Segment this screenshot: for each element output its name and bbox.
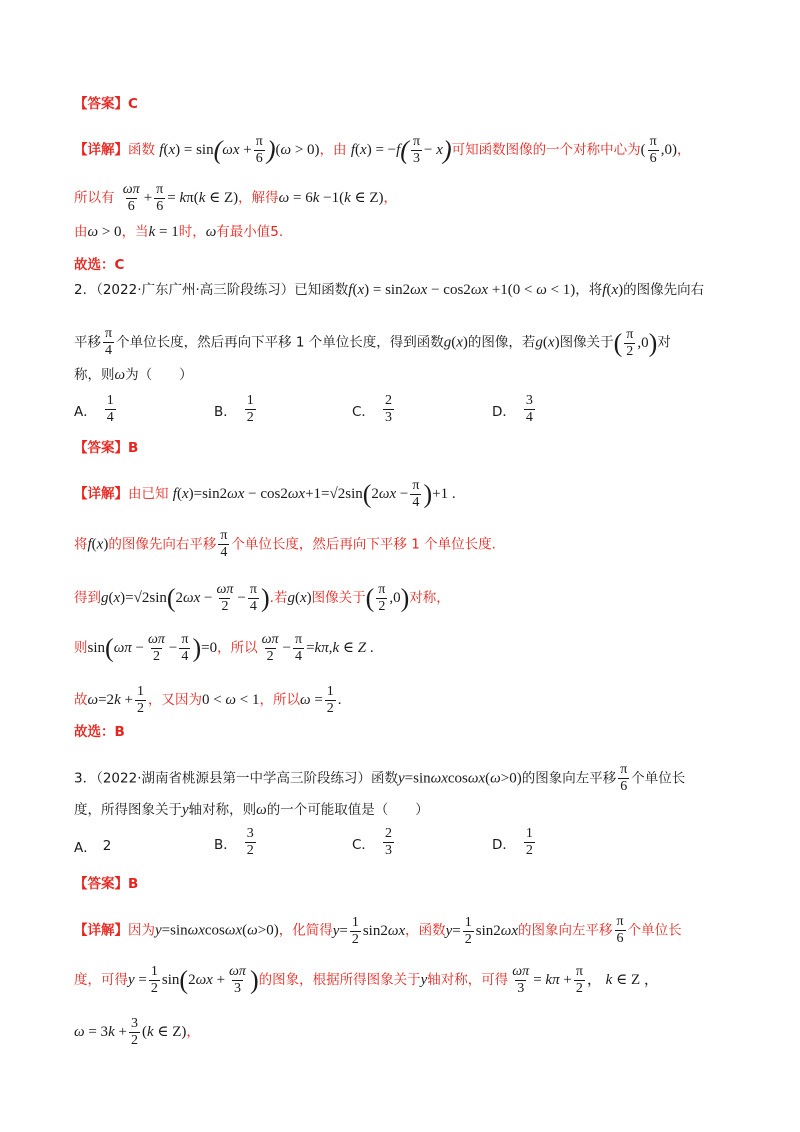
text: 的图像先向右 (623, 282, 705, 298)
detail-line-4 (74, 478, 456, 511)
numerator: 2 (384, 393, 392, 408)
text: 度，可得 (74, 971, 128, 988)
text: .若 (269, 589, 288, 606)
text: 3．（2022·湖南省桃源县第一中学高三阶段练习）函数 (74, 770, 398, 787)
denominator: 2 (246, 410, 254, 425)
answer-value: C (128, 96, 138, 112)
fraction: $\frac{\pi}{4}$ (181, 632, 189, 664)
denominator: 3 (384, 410, 392, 425)
detail-line-10 (74, 964, 659, 997)
text: ，将 (575, 282, 603, 298)
formula: f(x) = sin(ωx + $\frac{\pi}{6}$ )(ω > 0) (159, 134, 320, 166)
text: 的图象，根据所得图象关于 (258, 971, 421, 988)
fraction: $\frac{\omega\pi}{2}$ (216, 582, 234, 614)
formula: $\frac{\omega\pi}{6}$ + $\frac{\pi}{6}$ = kπ(k ∈ Z) (122, 182, 239, 214)
answer-label: 【答案】 (74, 440, 128, 456)
fraction: $\frac{\pi}{6}$ (156, 182, 164, 214)
option-label: C． (352, 836, 375, 853)
option-d[interactable] (492, 826, 537, 859)
formula: ( $\frac{\pi}{2}$ ,0) (613, 326, 658, 359)
text: 度，所得图象关于 (74, 802, 182, 818)
text: 的图像先向右平移 (108, 536, 217, 553)
formula: sin(ωπ − $\frac{\omega\pi}{2}$ − $\frac{\pi}{4}$ )=0 (87, 632, 218, 664)
denominator: 4 (106, 410, 114, 425)
text: 则 (74, 639, 88, 656)
detail-line-9 (74, 914, 682, 948)
option-label: B． (214, 836, 237, 853)
text: 图像关于 (559, 334, 614, 351)
answer-line-3 (74, 874, 138, 894)
formula: g(x) (535, 334, 560, 351)
option-d[interactable] (492, 393, 537, 426)
text: 的图象向左平移 (518, 922, 613, 939)
text: 对 (657, 334, 671, 351)
text: 2．（2022·广东广州·高三阶段练习）已知函数 (74, 282, 349, 298)
detail-line-1: 【详解】函数 f(x) = sin(ωx + $\frac{\pi}{6}$ )(ω > 0)，由 f(x) = −f( $\frac{\pi}{3}$ − x)可知函数图像的一个对称中心为( $\frac{\pi}{6}$ ,0)， (74, 134, 691, 166)
numerator: 1 (246, 393, 254, 408)
detail-line-5 (74, 528, 496, 561)
option-label: D． (492, 403, 516, 420)
text: 平移 (74, 334, 101, 351)
text: ，所以 (217, 639, 258, 656)
fraction: $\frac{1}{2}$ (464, 914, 472, 947)
formula: ω > 0 (87, 224, 122, 240)
fraction: $\frac{1}{2}$ (150, 964, 158, 996)
fraction (383, 826, 394, 859)
option-b[interactable] (214, 826, 258, 859)
formula: ω = 6k −1(k ∈ Z) (278, 189, 384, 206)
text: 个单位长 (631, 770, 686, 787)
answer-value: B (128, 440, 139, 456)
option-a[interactable] (74, 836, 111, 856)
text: ，解得 (238, 189, 279, 206)
question-3-line-2 (74, 800, 429, 820)
formula: y=sinωxcosωx(ω>0) (155, 922, 279, 939)
formula: ω=2k + $\frac{1}{2}$ (87, 684, 144, 716)
formula: $\frac{\omega\pi}{2}$ − $\frac{\pi}{4}$ =kπ,k ∈ Z . (261, 632, 374, 664)
option-a[interactable] (74, 393, 118, 426)
formula: $\frac{\omega\pi}{3}$ = kπ + $\frac{\pi}{2}$ ， k ∈ Z ， (512, 964, 659, 996)
formula: y (182, 802, 189, 818)
fraction: $\frac{\pi}{2}$ (626, 326, 634, 359)
answer-label: 【答案】 (74, 96, 128, 112)
formula: f(x) = sin2ωx − cos2ωx +1(0 < ω < 1) (348, 282, 576, 298)
formula: y (420, 971, 428, 988)
fraction (105, 393, 116, 426)
formula: k = 1 (148, 224, 179, 240)
text: 个单位长 (627, 922, 682, 939)
formula: y= $\frac{1}{2}$ sin2ωx (445, 914, 519, 947)
text: ，化简得 (278, 922, 333, 939)
fraction: $\frac{1}{2}$ (136, 684, 144, 716)
option-c[interactable] (352, 826, 396, 859)
text: 轴对称，则 (188, 802, 257, 818)
formula: f(x) (87, 536, 109, 553)
question-2-line-2 (74, 326, 671, 360)
text: 因为 (128, 922, 155, 939)
fraction: $\frac{\pi}{6}$ (620, 762, 628, 794)
detail-label: 【详解】 (74, 141, 128, 158)
fraction: $\frac{\pi}{4}$ (220, 528, 228, 560)
detail-line-6 (74, 582, 450, 615)
text: 时， (178, 224, 206, 240)
detail-label: 【详解】 (74, 485, 128, 502)
text: 函数 (128, 141, 155, 158)
text: 由 (74, 224, 88, 240)
fraction: $\frac{\omega\pi}{3}$ (229, 964, 246, 996)
answer-label: 【答案】 (74, 876, 128, 892)
text: 为（ ） (125, 367, 193, 383)
fraction: $\frac{\pi}{4}$ (412, 478, 420, 510)
denominator: 2 (246, 843, 254, 858)
fraction: $\frac{\pi}{2}$ (575, 964, 583, 996)
text: 有最小值5. (216, 224, 284, 240)
formula: f(x)=sin2ωx − cos2ωx+1=√2sin(2ωx − $\frac{\pi}{4}$ )+1 . (172, 478, 456, 510)
denominator: 3 (384, 843, 392, 858)
formula: ω (114, 367, 126, 383)
text: 的图像，若 (467, 334, 536, 351)
fraction: $\frac{3}{2}$ (130, 1016, 138, 1048)
formula: y=sinωxcosωx(ω>0) (398, 770, 522, 787)
formula: 0 < ω < 1 (201, 691, 260, 708)
text: 称，则 (74, 367, 115, 383)
formula: g(x)=√2sin(2ωx − $\frac{\omega\pi}{2}$ − $\frac{\pi}{4}$ ) (101, 582, 270, 614)
formula: y = $\frac{1}{2}$ sin(2ωx + $\frac{\omega\pi}{3}$ ) (128, 964, 259, 996)
denominator: 2 (525, 843, 533, 858)
numerator: 2 (384, 826, 392, 841)
fraction: $\frac{1}{2}$ (351, 914, 359, 947)
numerator: 3 (525, 393, 533, 408)
formula: f(x) (602, 282, 624, 298)
option-value: 2 (102, 838, 112, 854)
formula: g(x) (287, 589, 312, 606)
text: ，函数 (405, 922, 446, 939)
detail-line-8 (74, 684, 342, 717)
formula: ( $\frac{\pi}{6}$ ,0) (640, 134, 677, 166)
numerator: 1 (106, 393, 114, 408)
fraction: $\frac{\pi}{6}$ (616, 914, 624, 946)
text: 对称， (409, 589, 450, 606)
fraction (245, 826, 256, 859)
detail-label: 【详解】 (74, 922, 128, 939)
formula: f(x) = −f( $\frac{\pi}{3}$ − x) (350, 134, 452, 166)
numerator: 1 (525, 826, 533, 841)
option-b[interactable] (214, 393, 258, 426)
text: 可知函数图像的一个对称中心为 (451, 141, 641, 158)
formula: ω (256, 802, 267, 818)
fraction: $\frac{\pi}{4}$ (105, 326, 113, 358)
formula: g(x) (443, 334, 468, 351)
formula: ω (205, 224, 217, 240)
text: 的一个可能取值是（ ） (266, 802, 429, 818)
fraction: $\frac{\omega\pi}{3}$ (512, 964, 530, 996)
text: ，又因为 (147, 691, 202, 708)
answer-line-1 (74, 94, 138, 114)
formula: ω = 3k + $\frac{3}{2}$ (k ∈ Z) (74, 1016, 187, 1048)
option-c[interactable] (352, 393, 396, 426)
fraction: $\frac{\pi}{6}$ (649, 134, 657, 166)
formula: y= $\frac{1}{2}$ sin2ωx (332, 914, 406, 947)
fraction: $\frac{\pi}{6}$ (255, 134, 263, 166)
detail-line-7 (74, 632, 374, 665)
text: 图像关于 (311, 589, 366, 606)
fraction: $\frac{\pi}{4}$ (249, 582, 257, 614)
fraction: $\frac{1}{2}$ (326, 684, 334, 716)
option-label: A． (74, 840, 97, 856)
answer-value: B (128, 876, 139, 892)
option-label: D． (492, 836, 516, 853)
text: 将 (74, 536, 88, 553)
fraction: $\frac{\pi}{3}$ (412, 134, 421, 166)
text: 所以有 (74, 189, 115, 206)
fraction (524, 826, 535, 859)
option-label: B． (214, 403, 237, 420)
text: 得到 (74, 589, 101, 606)
denominator: 4 (525, 410, 533, 425)
fraction: $\frac{\omega\pi}{2}$ (148, 632, 165, 664)
text: 轴对称，可得 (427, 971, 509, 988)
formula: ω = $\frac{1}{2}$ . (299, 684, 342, 716)
fraction: $\frac{\omega\pi}{6}$ (122, 182, 140, 214)
text: ，当 (121, 224, 149, 240)
fraction (383, 393, 394, 426)
choose-line-1: 故选：C (74, 257, 125, 273)
text: 故 (74, 691, 88, 708)
numerator: 3 (246, 826, 254, 841)
text: ，所以 (259, 691, 300, 708)
text: 个单位长度，然后再向下平移 1 个单位长度. (231, 536, 496, 553)
question-2-line-3 (74, 365, 193, 385)
fraction: $\frac{\pi}{4}$ (294, 632, 303, 664)
fraction (245, 393, 256, 426)
detail-line-11: ω = 3k + $\frac{3}{2}$ (k ∈ Z)， (74, 1016, 200, 1048)
question-3-line-1 (74, 762, 685, 795)
answer-line-2 (74, 438, 138, 458)
text: 由已知 (128, 485, 169, 502)
detail-line-2: 所以有 $\frac{\omega\pi}{6}$ + $\frac{\pi}{6}$ = kπ(k ∈ Z)，解得ω = 6k −1(k ∈ Z)， (74, 182, 398, 214)
option-label: C． (352, 403, 375, 420)
fraction (524, 393, 535, 426)
fraction: $\frac{\omega\pi}{2}$ (261, 632, 279, 664)
text: ，由 (319, 141, 347, 158)
fraction: $\frac{\pi}{2}$ (378, 582, 386, 614)
text: 的图象向左平移 (521, 770, 617, 787)
detail-line-3 (74, 222, 283, 242)
choose-line-2: 故选：B (74, 724, 125, 740)
option-label: A． (74, 403, 97, 420)
text: 个单位长度，然后再向下平移 1 个单位长度，得到函数 (116, 334, 444, 351)
question-2-line-1 (74, 280, 704, 300)
formula: ( $\frac{\pi}{2}$ ,0) (365, 582, 410, 614)
